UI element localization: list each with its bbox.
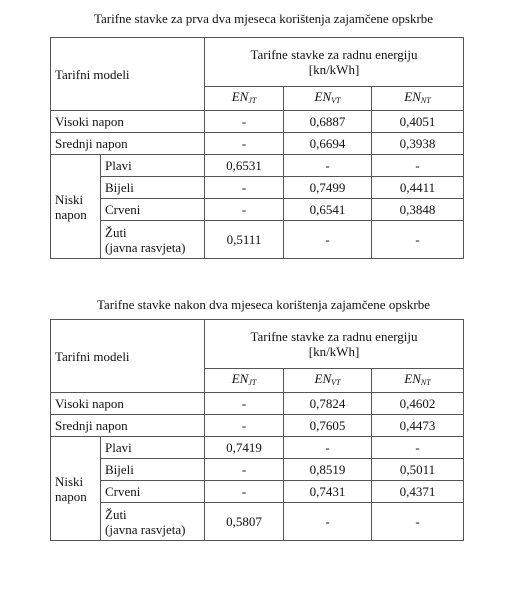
table-row-zuti xyxy=(51,221,464,259)
cell-en-vt: - xyxy=(284,437,372,459)
cell-en-nt: 0,4051 xyxy=(372,111,464,133)
tariff-models-header: Tarifni modeli xyxy=(51,320,205,393)
cell-en-nt: - xyxy=(372,503,464,541)
table-row-visoki-napon xyxy=(51,111,464,133)
cell-en-vt: 0,6541 xyxy=(284,199,372,221)
niski-napon-label: Niski napon xyxy=(51,155,101,259)
energy-rates-header-title: Tarifne stavke za radnu energiju xyxy=(250,47,418,62)
cell-en-vt: - xyxy=(284,503,372,541)
row-label: Žuti (javna rasvjeta) xyxy=(101,503,205,541)
row-label: Plavi xyxy=(101,155,205,177)
cell-en-jt: - xyxy=(205,177,284,199)
energy-rates-header-unit: [kn/kWh] xyxy=(308,62,360,77)
cell-en-vt: 0,8519 xyxy=(284,459,372,481)
energy-rates-header-title: Tarifne stavke za radnu energiju xyxy=(250,329,418,344)
table-row-crveni xyxy=(51,199,464,221)
cell-en-nt: 0,4602 xyxy=(372,393,464,415)
cell-en-jt: - xyxy=(205,133,284,155)
table-caption-after-two-months: Tarifne stavke nakon dva mjeseca korištenja zajamčene opskrbe xyxy=(97,297,430,312)
cell-en-jt: - xyxy=(205,111,284,133)
table-row-plavi xyxy=(51,155,464,177)
cell-en-nt: - xyxy=(372,437,464,459)
cell-en-vt: - xyxy=(284,155,372,177)
cell-en-nt: 0,4371 xyxy=(372,481,464,503)
energy-rates-header-unit: [kn/kWh] xyxy=(308,344,360,359)
table-row-bijeli xyxy=(51,177,464,199)
row-label: Visoki napon xyxy=(51,111,205,133)
table-row-bijeli xyxy=(51,459,464,481)
table-row-srednji-napon xyxy=(51,415,464,437)
row-label: Visoki napon xyxy=(51,393,205,415)
cell-en-jt: - xyxy=(205,393,284,415)
cell-en-vt: - xyxy=(284,221,372,259)
cell-en-nt: 0,5011 xyxy=(372,459,464,481)
niski-napon-label: Niski napon xyxy=(51,437,101,541)
subheader-en-vt: $EN_{VT}$ xyxy=(284,369,372,393)
row-label: Žuti (javna rasvjeta) xyxy=(101,221,205,259)
cell-en-nt: 0,4473 xyxy=(372,415,464,437)
subheader-en-nt: $EN_{NT}$ xyxy=(372,87,464,111)
table-row-visoki-napon xyxy=(51,393,464,415)
row-label: Bijeli xyxy=(101,177,205,199)
cell-en-jt: 0,6531 xyxy=(205,155,284,177)
cell-en-jt: - xyxy=(205,199,284,221)
tariff-models-header: Tarifni modeli xyxy=(51,38,205,111)
energy-rates-header xyxy=(205,320,464,369)
cell-en-jt: - xyxy=(205,415,284,437)
cell-en-nt: 0,3848 xyxy=(372,199,464,221)
table-header-row xyxy=(51,320,464,369)
cell-en-nt: - xyxy=(372,221,464,259)
tariff-table-after-two-months xyxy=(50,319,464,541)
subheader-en-nt: $EN_{NT}$ xyxy=(372,369,464,393)
row-label: Srednji napon xyxy=(51,133,205,155)
table-header-row xyxy=(51,38,464,87)
cell-en-jt: 0,5111 xyxy=(205,221,284,259)
cell-en-vt: 0,7431 xyxy=(284,481,372,503)
cell-en-vt: 0,7824 xyxy=(284,393,372,415)
cell-en-jt: 0,5807 xyxy=(205,503,284,541)
row-label: Plavi xyxy=(101,437,205,459)
cell-en-vt: 0,6694 xyxy=(284,133,372,155)
subheader-en-jt: $EN_{JT}$ xyxy=(205,87,284,111)
cell-en-vt: 0,6887 xyxy=(284,111,372,133)
cell-en-nt: 0,3938 xyxy=(372,133,464,155)
table-caption-first-two-months: Tarifne stavke za prva dva mjeseca korištenja zajamčene opskrbe xyxy=(93,11,434,26)
row-label: Srednji napon xyxy=(51,415,205,437)
row-label: Crveni xyxy=(101,199,205,221)
table-row-zuti xyxy=(51,503,464,541)
subheader-en-vt: $EN_{VT}$ xyxy=(284,87,372,111)
row-label: Crveni xyxy=(101,481,205,503)
row-label: Bijeli xyxy=(101,459,205,481)
cell-en-vt: 0,7605 xyxy=(284,415,372,437)
tariff-table-first-two-months xyxy=(50,37,464,259)
cell-en-vt: 0,7499 xyxy=(284,177,372,199)
subheader-en-jt: $EN_{JT}$ xyxy=(205,369,284,393)
cell-en-jt: - xyxy=(205,481,284,503)
cell-en-jt: - xyxy=(205,459,284,481)
cell-en-nt: 0,4411 xyxy=(372,177,464,199)
table-row-srednji-napon xyxy=(51,133,464,155)
table-row-plavi xyxy=(51,437,464,459)
energy-rates-header xyxy=(205,38,464,87)
cell-en-jt: 0,7419 xyxy=(205,437,284,459)
cell-en-nt: - xyxy=(372,155,464,177)
table-row-crveni xyxy=(51,481,464,503)
